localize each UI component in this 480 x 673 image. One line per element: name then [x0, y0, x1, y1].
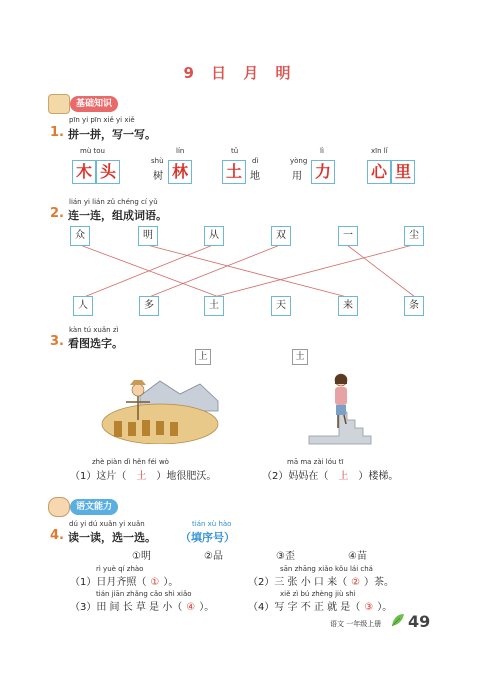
farmland-illustration	[100, 376, 220, 444]
q4-choice: ③歪	[276, 551, 295, 562]
q4-r3-post: ）。	[199, 602, 215, 613]
q1-answer-char: 头	[96, 160, 120, 184]
stairs-illustration	[305, 372, 375, 446]
q4-choice: ②品	[204, 551, 223, 562]
q1-instruction: 拼一拼，写一写。	[68, 128, 156, 141]
q4-row-3	[70, 598, 214, 613]
match-line	[347, 245, 415, 297]
q3-s1-answer: 土	[136, 471, 147, 482]
match-line	[149, 245, 280, 297]
q2-pinyin: lián yi lián zǔ chéng cí yǔ	[69, 198, 158, 206]
q4-r2-pinyin: sān zhāng xiǎo kǒu lái chá	[280, 565, 373, 573]
q3-s2-pre: （2）妈妈在（	[262, 471, 329, 482]
q2-instruction: 连一连，组成词语。	[68, 209, 167, 222]
section-badge-basic: 基础知识	[70, 96, 118, 112]
q3-s2-post: ）楼梯。	[358, 471, 399, 482]
q1-pinyin: pīn yi pīn xiě yi xiě	[69, 116, 135, 124]
q3-s1-pinyin: zhè piàn dì hěn féi wò	[92, 458, 169, 466]
q1-prefix-char: 用	[292, 171, 302, 182]
q1-item-pinyin: xīn lǐ	[371, 147, 388, 155]
q1-item-pinyin: mù tou	[80, 147, 105, 155]
match-bottom-char[interactable]: 人	[73, 296, 93, 316]
q4-r1-answer: ①	[150, 577, 160, 588]
q1-item-pinyin: lì	[320, 147, 324, 155]
q4-instruction: 读一读，选一选。	[68, 531, 156, 544]
match-bottom-char[interactable]: 多	[139, 296, 159, 316]
q3-number: 3.	[50, 334, 64, 349]
match-top-char[interactable]: 双	[271, 226, 291, 246]
leaf-icon	[390, 612, 406, 628]
q3-s2-pinyin: mā ma zài lóu tī	[287, 458, 344, 466]
q4-r4-post: ）。	[377, 602, 393, 613]
q1-prefix-pinyin: shù	[151, 157, 164, 165]
q1-answer-char: 林	[168, 160, 192, 184]
q3-instruction: 看图选字。	[68, 337, 123, 350]
q1-suffix-pinyin: dì	[252, 157, 259, 165]
q4-row-1	[70, 573, 178, 588]
girl-mascot-icon	[48, 497, 70, 517]
q1-number: 1.	[50, 125, 64, 140]
q3-s1-post: ）地很肥沃。	[156, 471, 217, 482]
q4-hint: （填序号）	[180, 531, 235, 544]
q3-sentence-1	[70, 467, 216, 482]
q4-row-2	[248, 573, 394, 588]
q1-prefix-char: 树	[153, 171, 163, 182]
match-top-char[interactable]: 众	[70, 226, 90, 246]
footer-subject: 语文 一年级上册	[330, 620, 382, 628]
q4-hint-pinyin: tián xù hào	[192, 520, 232, 528]
q4-choice: ④苗	[348, 551, 367, 562]
q3-sentence-2	[262, 467, 398, 482]
match-top-char[interactable]: 明	[138, 226, 158, 246]
q4-choice: ①明	[132, 551, 151, 562]
q2-number: 2.	[50, 206, 64, 221]
match-top-char[interactable]: 尘	[404, 226, 424, 246]
q1-answer-char: 力	[311, 160, 335, 184]
section-badge-ability: 语文能力	[70, 499, 118, 515]
match-bottom-char[interactable]: 来	[338, 296, 358, 316]
q4-number: 4.	[50, 528, 64, 543]
q4-pinyin: dú yi dú xuǎn yi xuǎn	[69, 520, 145, 528]
q4-r2-pre: （2）三 张 小 口 来（	[248, 577, 348, 588]
q4-r2-post: ）茶。	[364, 577, 395, 588]
q4-r4-pre: （4）写 字 不 正 就 是（	[248, 602, 361, 613]
q4-r3-pre: （3）田 间 长 草 是 小（	[70, 602, 183, 613]
match-top-char[interactable]: 从	[204, 226, 224, 246]
q1-answer-char: 土	[222, 160, 246, 184]
q4-r1-post: ）。	[163, 577, 179, 588]
q1-prefix-pinyin: yòng	[290, 157, 308, 165]
q4-r2-answer: ②	[351, 577, 361, 588]
q3-s2-answer: 上	[338, 471, 349, 482]
q3-pinyin: kàn tú xuǎn zì	[69, 326, 119, 334]
q1-item-pinyin: tǔ	[231, 147, 239, 155]
match-line	[147, 245, 347, 297]
q4-r1-pre: （1）日月齐照（	[70, 577, 147, 588]
q1-suffix-char: 地	[250, 171, 260, 182]
q3-option-char: 土	[292, 349, 308, 365]
match-line	[214, 245, 413, 297]
q1-item-pinyin: lín	[176, 147, 185, 155]
match-top-char[interactable]: 一	[338, 226, 358, 246]
q1-answer-char: 里	[391, 160, 415, 184]
match-bottom-char[interactable]: 土	[204, 296, 224, 316]
match-bottom-char[interactable]: 条	[404, 296, 424, 316]
q3-s1-pre: （1）这片（	[70, 471, 127, 482]
q1-answer-char: 木	[72, 160, 96, 184]
q4-r3-pinyin: tián jiān zhǎng cǎo shì xiǎo	[96, 590, 192, 598]
q4-r1-pinyin: rì yuè qí zhào	[96, 565, 144, 573]
match-line	[84, 245, 213, 297]
page-title: 9 日 月 明	[183, 64, 297, 82]
q4-r4-pinyin: xiě zì bú zhèng jiù shì	[280, 590, 356, 598]
page-number: 49	[408, 612, 431, 631]
q4-r3-answer: ④	[186, 602, 196, 613]
q4-r4-answer: ③	[364, 602, 374, 613]
q3-option-char: 上	[195, 349, 211, 365]
q4-row-4	[248, 598, 392, 613]
q1-answer-char: 心	[367, 160, 391, 184]
match-bottom-char[interactable]: 天	[271, 296, 291, 316]
